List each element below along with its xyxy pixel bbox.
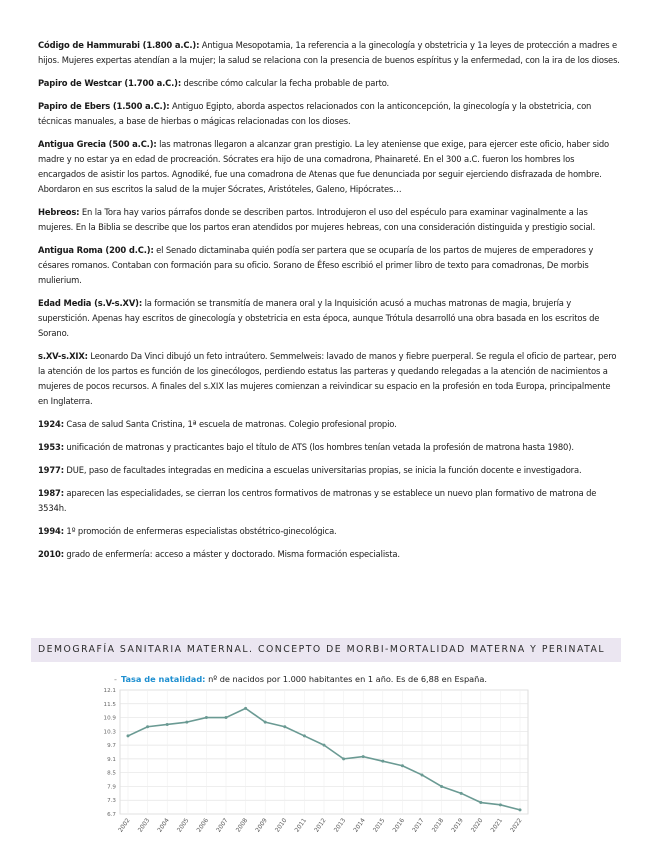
x-tick-label: 2018 (430, 817, 446, 834)
data-point (205, 716, 208, 719)
x-tick-label: 2015 (371, 817, 387, 834)
x-tick-label: 2012 (313, 817, 328, 834)
x-tick-label: 2011 (293, 817, 309, 834)
paragraph-text: Leonardo Da Vinci dibujó un feto intraútero. Semmelweis: lavado de manos y fiebre puerperal. Se regula el oficio de partear, pero la atención de los partos es función de los ginecólogos, perdiendo estatus las parteras y quedando relegadas a la atención de nacimientos a mujeres de pocos recursos. A finales del s.XIX las mujeres comienzan a reivindicar su espacio en la profesión en toda Europa, principalmente en Inglaterra. (38, 351, 617, 406)
birth-rate-chart (92, 672, 536, 842)
data-point (146, 725, 149, 728)
x-tick-label: 2008 (234, 817, 250, 834)
history-paragraph (38, 417, 620, 432)
paragraph-lead: Código de Hammurabi (1.800 a.C.): (38, 40, 200, 50)
line-chart (92, 672, 536, 842)
x-tick-label: 2009 (254, 817, 269, 834)
paragraph-lead: 2010: (38, 549, 64, 559)
paragraph-text: 1º promoción de enfermeras especialistas obstétrico-ginecológica. (63, 526, 337, 536)
x-tick-label: 2006 (195, 817, 211, 834)
history-paragraph (38, 243, 620, 288)
x-tick-label: 2010 (273, 817, 289, 834)
paragraph-lead: 1994: (38, 526, 64, 536)
data-point (421, 773, 424, 776)
data-point (225, 716, 228, 719)
data-point (499, 803, 502, 806)
history-paragraph (38, 440, 620, 455)
y-tick-label: 7.3 (107, 798, 116, 805)
x-tick-label: 2020 (469, 817, 485, 834)
x-tick-label: 2002 (117, 817, 132, 834)
x-tick-label: 2017 (411, 817, 426, 834)
data-point (303, 734, 306, 737)
data-point (283, 725, 286, 728)
x-tick-label: 2019 (450, 817, 465, 834)
paragraph-lead: 1953: (38, 442, 64, 452)
x-tick-label: 2005 (175, 817, 191, 834)
paragraph-text: En la Tora hay varios párrafos donde se describen partos. Introdujeron el uso del espéculo para examinar vaginalmente a las mujeres. En la Biblia se describe que los partos eran atendidos por mujeres hebreas, con una consideración distinguida y prestigio social. (38, 207, 596, 232)
paragraph-text: DUE, paso de facultades integradas en medicina a escuelas universitarias propias, se inicia la función docente e investigadora. (63, 465, 582, 475)
data-point (479, 801, 482, 804)
data-point (166, 723, 169, 726)
paragraph-text: el Senado dictaminaba quién podía ser partera que se ocuparía de los partos de mujeres de emperadores y césares romanos. Contaban con formación para su oficio. Sorano de Éfeso escribió el primer libro de texto para comadronas, De morbis mulierium. (38, 245, 594, 285)
y-tick-label: 7.9 (107, 784, 116, 791)
caption-dash: - (114, 674, 117, 684)
data-point (519, 808, 522, 811)
x-tick-label: 2016 (391, 817, 407, 834)
history-paragraph (38, 205, 620, 235)
paragraph-text: las matronas llegaron a alcanzar gran prestigio. La ley ateniense que exige, para ejercer este oficio, haber sido madre y no estar ya en edad de procreación. Sócrates era hijo de una comadrona, Phainareté. En el 300 a.C. fueron los hombres los encargados de asistir los partos. Agnodiké, fue una comadrona de Atenas que fue denunciada por seguir ejerciendo disfrazada de hombre. Abordaron en sus escritos la salud de la mujer Sócrates, Aristóteles, Galeno, Hipócrates… (38, 139, 610, 194)
data-point (401, 764, 404, 767)
paragraph-text: Antiguo Egipto, aborda aspectos relacionados con la anticoncepción, la ginecología y la obstetricia, con técnicas manuales, a base de hierbas o mágicas relacionadas con los dioses. (38, 101, 592, 126)
caption-term: Tasa de natalidad: (120, 674, 206, 684)
y-tick-label: 10.3 (103, 729, 116, 736)
paragraph-lead: 1924: (38, 419, 64, 429)
paragraph-lead: 1977: (38, 465, 64, 475)
caption-text: nº de nacidos por 1.000 habitantes en 1 año. Es de 6,88 en España. (205, 674, 487, 684)
y-tick-label: 9.7 (107, 743, 116, 750)
paragraph-lead: Edad Media (s.V-s.XV): (38, 298, 143, 308)
x-tick-label: 2013 (332, 817, 348, 834)
paragraph-text: describe cómo calcular la fecha probable de parto. (181, 78, 390, 88)
x-tick-label: 2007 (215, 817, 230, 834)
data-point (381, 760, 384, 763)
x-tick-label: 2003 (136, 817, 152, 834)
data-point (244, 707, 247, 710)
x-tick-label: 2004 (156, 817, 171, 834)
y-tick-label: 11.5 (103, 701, 116, 708)
data-point (362, 755, 365, 758)
x-tick-label: 2021 (489, 817, 505, 834)
history-paragraph (38, 38, 620, 68)
paragraph-text: la formación se transmitía de manera oral y la Inquisición acusó a muchas matronas de magia, brujería y superstición. Apenas hay escritos de ginecología y obstetricia en esta época, aunque Trótula desarrolló una obra basada en los escritos de Sorano. (38, 298, 600, 338)
x-tick-label: 2014 (352, 817, 367, 834)
data-point (185, 721, 188, 724)
paragraph-text: Casa de salud Santa Cristina, 1ª escuela de matronas. Colegio profesional propio. (63, 419, 397, 429)
history-paragraph (38, 463, 620, 478)
history-paragraph (38, 137, 620, 197)
history-text (38, 38, 620, 570)
data-point (127, 734, 130, 737)
paragraph-lead: Hebreos: (38, 207, 80, 217)
paragraph-text: grado de enfermería: acceso a máster y doctorado. Misma formación especialista. (63, 549, 400, 559)
history-paragraph (38, 296, 620, 341)
paragraph-text: unificación de matronas y practicantes bajo el título de ATS (los hombres tenían vetada la profesión de matrona hasta 1980). (63, 442, 574, 452)
paragraph-lead: Papiro de Westcar (1.700 a.C.): (38, 78, 182, 88)
paragraph-lead: Antigua Roma (200 d.C.): (38, 245, 154, 255)
data-point (460, 792, 463, 795)
history-paragraph (38, 547, 620, 562)
history-paragraph (38, 76, 620, 91)
paragraph-text: aparecen las especialidades, se cierran los centros formativos de matronas y se establece un nuevo plan formativo de matrona de 3534h. (38, 488, 597, 513)
x-tick-label: 2022 (509, 817, 524, 834)
y-tick-label: 6.7 (107, 812, 116, 818)
data-point (323, 744, 326, 747)
history-paragraph (38, 524, 620, 539)
paragraph-lead: Antigua Grecia (500 a.C.): (38, 139, 157, 149)
data-point (342, 757, 345, 760)
paragraph-lead: 1987: (38, 488, 64, 498)
chart-caption (114, 674, 487, 684)
paragraph-lead: s.XV-s.XIX: (38, 351, 88, 361)
y-tick-label: 10.9 (103, 715, 116, 722)
history-paragraph (38, 349, 620, 409)
y-tick-label: 8.5 (107, 770, 116, 777)
history-paragraph (38, 486, 620, 516)
section-header: DEMOGRAFÍA SANITARIA MATERNAL. CONCEPTO DE MORBI-MORTALIDAD MATERNA Y PERINATAL (31, 638, 621, 662)
paragraph-text: Antigua Mesopotamia, 1a referencia a la ginecología y obstetricia y 1a leyes de protección a madres e hijos. Mujeres expertas atendían a la mujer; la salud se relaciona con la presencia de buenos espíritus y la enfermedad, con la ira de los dioses. (38, 40, 620, 65)
y-tick-label: 9.1 (107, 756, 116, 763)
history-paragraph (38, 99, 620, 129)
y-tick-label: 12.1 (103, 688, 116, 694)
data-point (264, 721, 267, 724)
paragraph-lead: Papiro de Ebers (1.500 a.C.): (38, 101, 170, 111)
data-point (440, 785, 443, 788)
